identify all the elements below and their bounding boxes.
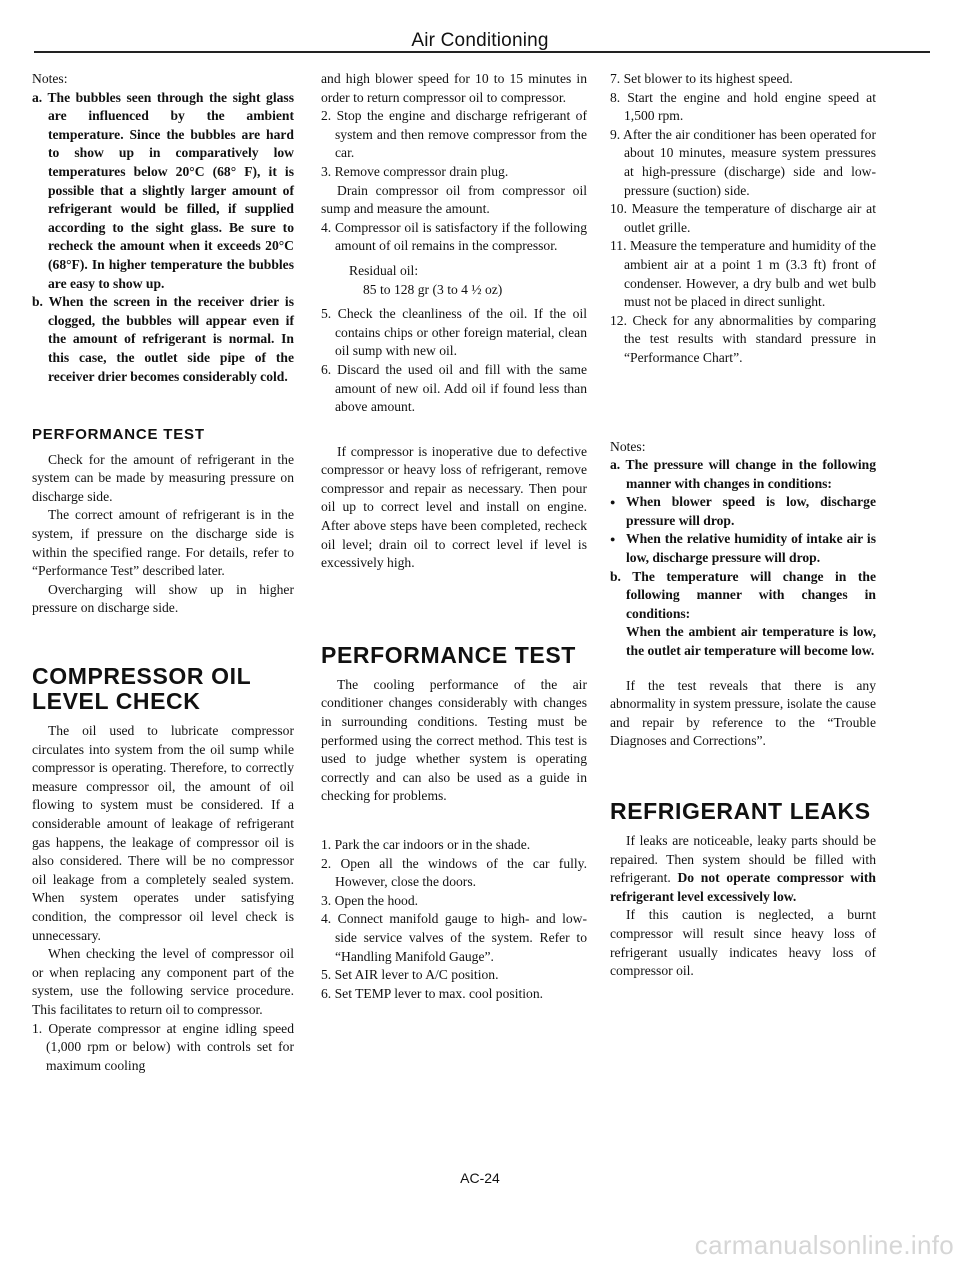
step-item: 5. Check the cleanliness of the oil. If the oil contains chips or other foreign material, clean oil sump with new oil. [321, 306, 587, 359]
step-item: 9. After the air conditioner has been operated for about 10 minutes, measure system pressures at high-pressure (discharge) side and low-pressure (suction) side. [610, 126, 876, 198]
section-heading-performance-test: PERFORMANCE TEST [32, 426, 205, 444]
note-b-detail: When the ambient air temperature is low, the outlet air temperature will become low. [626, 624, 876, 659]
paragraph: The cooling performance of the air conditioner changes considerably with changes in surrounding conditions. Testing must be performed using the correct method. This test is used to judge whether system is operating correctly and can also be used as a guide in checking for problems. [321, 676, 587, 804]
paragraph: Check for the amount of refrigerant in the system can be made by measuring pressure on discharge side. [32, 451, 294, 504]
notes-label: Notes: [610, 438, 646, 454]
paragraph [610, 832, 876, 906]
residual-oil-value: 85 to 128 gr (3 to 4 ½ oz) [363, 281, 503, 297]
page-header-title: Air Conditioning [411, 30, 549, 51]
paragraph: The correct amount of refrigerant is in the system, if pressure on the discharge side is within the specified range. For details, refer to “Performance Test” described later. [32, 507, 294, 579]
section-heading-refrigerant-leaks: REFRIGERANT LEAKS [610, 798, 871, 824]
step-item: 3. Open the hood. [321, 892, 419, 908]
step-item: 10. Measure the temperature of discharge air at outlet grille. [610, 201, 876, 235]
note-a: a. The pressure will change in the following manner with changes in conditions: [610, 457, 876, 491]
column-2 [321, 70, 587, 1003]
watermark: carmanualsonline.info [694, 1230, 954, 1260]
note-bullet: ● When blower speed is low, discharge pressure will drop. [610, 493, 876, 530]
step-item: 6. Set TEMP lever to max. cool position. [321, 985, 544, 1001]
step-item: 1. Park the car indoors or in the shade. [321, 837, 531, 852]
paragraph: The oil used to lubricate compressor circulates into system from the oil sump while compressor is operating. Therefore, to correctly measure compressor oil, the amount of oil flowing to system must be considered. If a considerable amount of leakage of refrigerant gas happens, the leakage of compressor oil is also considered. There will be no compressor oil leakage from a completely sealed system. When system operates under satisfying condition, the compressor oil level check is unnecessary. [32, 723, 294, 943]
section-heading-compressor-oil: COMPRESSOR OIL LEVEL CHECK [32, 663, 251, 715]
paragraph: Overcharging will show up in higher pressure on discharge side. [32, 581, 294, 616]
step-item: 1. Operate compressor at engine idling speed (1,000 rpm or below) with controls set for maximum cooling [32, 1020, 294, 1073]
paragraph: If compressor is inoperative due to defective compressor or heavy loss of refrigerant, remove compressor and repair as necessary. Then pour oil up to correct level and install on engine. After above steps have been completed, recheck oil level; drain oil to correct level if level is excessively high. [321, 443, 587, 571]
step-item: 4. Compressor oil is satisfactory if the following amount of oil remains in the compressor. [321, 219, 587, 254]
note-a: a. The bubbles seen through the sight glass are influenced by the ambient temperature. Since the bubbles are hard to show up in comparatively low temperatures below 20°C (68° F), it is possible that a slightly larger amount of refrigerant would be filled, if supplied according to the sight glass. Be sure to recheck the amount when it exceeds 20°C (68°F). In higher temperature the bubbles are easy to show up. [32, 89, 294, 291]
step-item: 7. Set blower to its highest speed. [610, 71, 793, 86]
step-item: 2. Open all the windows of the car fully. However, close the doors. [321, 855, 587, 890]
residual-oil-label: Residual oil: [349, 262, 419, 278]
step-item: 8. Start the engine and hold engine speed at 1,500 rpm. [610, 89, 876, 124]
column-1 [32, 70, 294, 1075]
paragraph: and high blower speed for 10 to 15 minutes in order to return compressor oil to compressor. [321, 71, 587, 105]
step-item: 3. Remove compressor drain plug. [321, 163, 509, 179]
paragraph: Drain compressor oil from compressor oil sump and measure the amount. [321, 182, 587, 217]
leak-warning: Do not operate compressor with refrigerant level excessively low. [610, 870, 876, 904]
paragraph: If this caution is neglected, a burnt compressor will result since heavy loss of refrigerant usually indicates heavy loss of compressor oil. [610, 907, 876, 979]
note-bullet: ● When the relative humidity of intake air is low, discharge pressure will drop. [610, 530, 876, 567]
header-rule [34, 51, 930, 53]
step-item: 2. Stop the engine and discharge refrigerant of system and then remove compressor from the car. [321, 108, 587, 161]
leak-text: If leaks are noticeable, leaky parts should be repaired. Then system should be filled with refrigerant. [610, 833, 876, 886]
notes-label: Notes: [32, 71, 68, 86]
note-b: b. When the screen in the receiver drier is clogged, the bubbles will appear even if the amount of refrigerant is normal. In this case, the outlet side pipe of the receiver drier becomes considerably cold. [32, 294, 294, 384]
section-heading-performance-test: PERFORMANCE TEST [321, 641, 576, 668]
paragraph: If the test reveals that there is any abnormality in system pressure, isolate the cause and repair by reference to the “Trouble Diagnoses and Corrections”. [610, 677, 876, 749]
note-b: b. The temperature will change in the following manner with changes in conditions: [610, 568, 876, 621]
page-number: AC-24 [460, 1170, 500, 1186]
step-item: 4. Connect manifold gauge to high- and low-side service valves of the system. Refer to “Handling Manifold Gauge”. [321, 911, 587, 964]
step-item: 12. Check for any abnormalities by comparing the test results with standard pressure in “Performance Chart”. [610, 312, 876, 365]
step-item: 11. Measure the temperature and humidity of the ambient air at a point 1 m (3.3 ft) front of condenser. However, a dry bulb and wet bulb must not be placed in direct sunlight. [610, 238, 876, 310]
step-item: 5. Set AIR lever to A/C position. [321, 967, 499, 983]
paragraph: When checking the level of compressor oil or when replacing any component part of the system, use the following service procedure. This facilitates to return oil to compressor. [32, 946, 294, 1017]
step-item: 6. Discard the used oil and fill with the same amount of new oil. Add oil if found less than above amount. [321, 361, 587, 415]
column-3 [610, 70, 876, 981]
